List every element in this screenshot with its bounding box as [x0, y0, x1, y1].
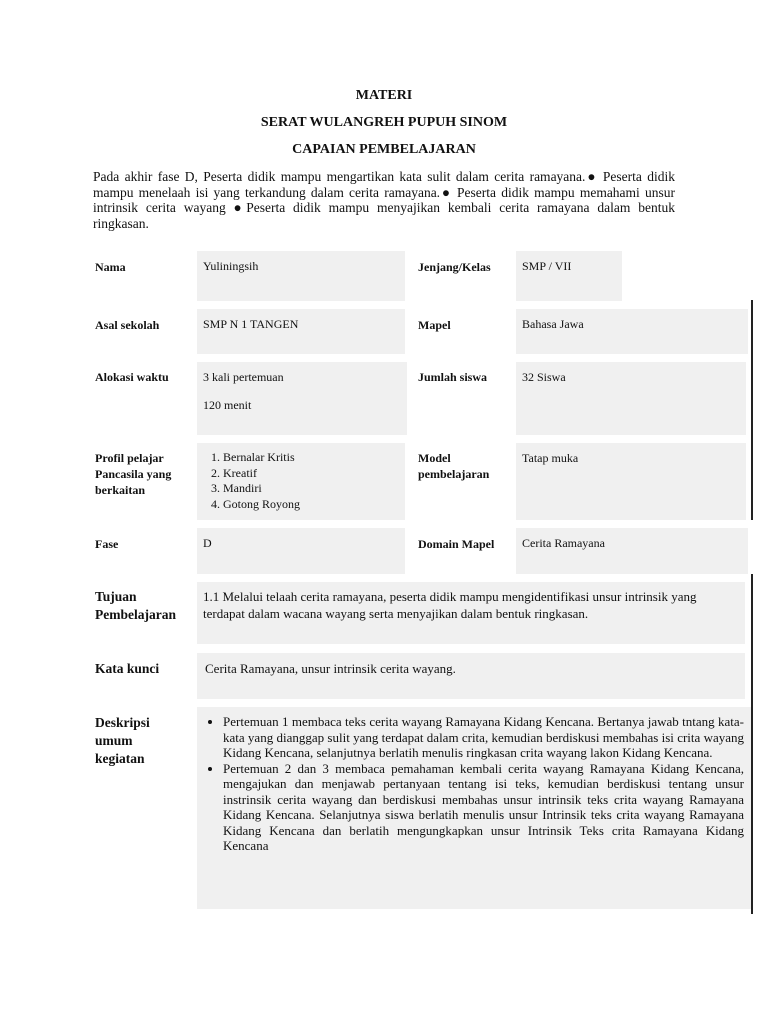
deskripsi-label-line1: Deskripsi	[95, 715, 150, 730]
asal-sekolah-label: Asal sekolah	[95, 318, 160, 332]
model-label-line1: Model	[418, 451, 451, 465]
profil-pelajar-cell	[197, 443, 405, 520]
kata-kunci-label: Kata kunci	[95, 661, 160, 676]
tujuan-pembelajaran-text: 1.1 Melalui telaah cerita ramayana, peserta didik mampu mengidentifikasi unsur intrinsik yang terdapat dalam wacana wayang serta menyajikan dalam bentuk ringkasan.	[203, 589, 697, 621]
jumlah-siswa-value: 32 Siswa	[522, 370, 566, 384]
jenjang-cell	[516, 251, 622, 301]
page-title: MATERI	[355, 88, 413, 103]
model-pembelajaran-cell	[516, 443, 746, 520]
model-pembelajaran-label	[418, 450, 489, 482]
fase-value: D	[203, 536, 212, 550]
alokasi-value-meetings: 3 kali pertemuan	[203, 370, 284, 384]
mapel-cell	[516, 309, 748, 354]
profil-label-line1: Profil pelajar	[95, 451, 164, 465]
domain-mapel-label: Domain Mapel	[418, 537, 495, 551]
deskripsi-kegiatan-label	[95, 714, 150, 768]
fase-label: Fase	[95, 537, 119, 551]
page-subtitle: SERAT WULANGREH PUPUH SINOM	[260, 115, 508, 130]
section-heading: CAPAIAN PEMBELAJARAN	[292, 142, 476, 157]
alokasi-waktu-label: Alokasi waktu	[95, 370, 169, 384]
domain-mapel-cell	[516, 528, 748, 574]
profil-pelajar-label	[95, 450, 171, 498]
profil-label-line2: Pancasila yang	[95, 467, 172, 481]
kata-kunci-cell	[197, 653, 745, 699]
profil-item: 4. Gotong Royong	[223, 497, 399, 513]
deskripsi-label-line2: umum	[95, 733, 133, 748]
table-right-border-lower	[751, 574, 753, 914]
jenjang-label: Jenjang/Kelas	[418, 260, 491, 274]
model-label-line2: pembelajaran	[418, 467, 490, 481]
tujuan-pembelajaran-cell	[197, 582, 745, 644]
tujuan-label-line2: Pembelajaran	[95, 607, 176, 622]
nama-label: Nama	[95, 260, 126, 274]
deskripsi-kegiatan-cell	[197, 707, 751, 909]
jenjang-value: SMP / VII	[522, 259, 572, 273]
mapel-label: Mapel	[418, 318, 451, 332]
profil-label-line3: berkaitan	[95, 483, 146, 497]
asal-sekolah-cell	[197, 309, 405, 354]
kata-kunci-text: Cerita Ramayana, unsur intrinsik cerita wayang.	[205, 661, 456, 676]
jumlah-siswa-label: Jumlah siswa	[418, 370, 488, 384]
profil-item: 2. Kreatif	[223, 466, 399, 482]
deskripsi-item-meeting-1: • Pertemuan 1 membaca teks cerita wayang Ramayana Kidang Kencana. Bertanya jawab tntang kata-kata yang dianggap sulit yang terdapat dalam crita, kemudian berdiskusi membahas isi crita wayang Kidang Kencana, selanjutnya berlatih menulis ringkasan crita wayang lakon Kidang Kencana.	[223, 714, 744, 761]
profil-item: 1. Bernalar Kritis	[223, 450, 399, 466]
fase-cell	[197, 528, 405, 574]
nama-cell	[197, 251, 405, 301]
profil-list	[203, 450, 399, 512]
table-right-border-upper	[751, 300, 753, 520]
jumlah-siswa-cell	[516, 362, 746, 435]
nama-value: Yuliningsih	[203, 259, 259, 273]
asal-sekolah-value: SMP N 1 TANGEN	[203, 317, 299, 331]
profil-item: 3. Mandiri	[223, 481, 399, 497]
alokasi-value-minutes: 120 menit	[203, 398, 252, 412]
tujuan-label-line1: Tujuan	[95, 589, 137, 604]
deskripsi-label-line3: kegiatan	[95, 751, 145, 766]
domain-mapel-value: Cerita Ramayana	[522, 536, 605, 550]
tujuan-pembelajaran-label	[95, 588, 176, 624]
alokasi-waktu-cell	[197, 362, 407, 435]
intro-paragraph: Pada akhir fase D, Peserta didik mampu mengartikan kata sulit dalam cerita ramayana.● Peserta didik mampu menelaah isi yang terkandung dalam cerita ramayana.● Peserta didik mampu memahami unsur intrinsik cerita wayang ●Peserta didik mampu menyajikan kembali cerita ramayana dalam bentuk ringkasan.	[93, 169, 675, 231]
model-pembelajaran-value: Tatap muka	[522, 451, 579, 465]
mapel-value: Bahasa Jawa	[522, 317, 584, 331]
deskripsi-list	[203, 714, 744, 854]
deskripsi-item-meeting-2-3: • Pertemuan 2 dan 3 membaca pemahaman kembali cerita wayang Ramayana Kidang Kencana, mengajukan dan menjawab pertanyaan tentang isi teks, kemudian berdiskusi tentang unsur instrinsik cerita wayang dan berdiskusi membahas unsur intrinsik teks crita wayang Ramayana Kidang Kencana. Selanjutnya siswa berlatih menulis unsur Intrinsik teks crita wayang Ramayana Kidang Kencana dan berlatih mengungkapkan unsur Intrinsik Teks crita Ramayana Kidang Kencana	[223, 761, 744, 854]
